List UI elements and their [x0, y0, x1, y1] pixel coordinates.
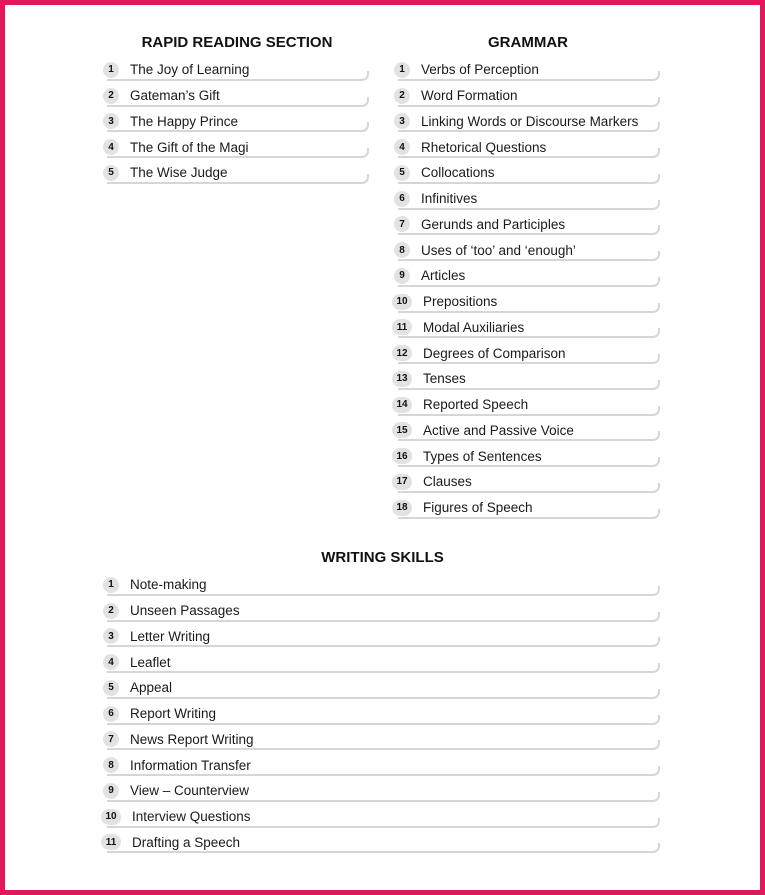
list-item	[105, 83, 369, 109]
item-label: Note-making	[130, 577, 207, 593]
item-number-badge: 5	[103, 680, 119, 696]
item-number-badge: 2	[394, 88, 410, 104]
list-item	[396, 495, 660, 521]
item-label: Drafting a Speech	[132, 834, 241, 850]
item-label: Collocations	[421, 165, 495, 181]
item-label: Appeal	[130, 680, 173, 696]
list-item	[396, 212, 660, 238]
item-label: Letter Writing	[130, 628, 211, 644]
item-label: Linking Words or Discourse Markers	[421, 113, 639, 129]
item-label: The Happy Prince	[130, 113, 239, 129]
list-item	[396, 392, 660, 418]
item-number-badge: 2	[103, 88, 119, 104]
item-label: Verbs of Perception	[421, 62, 539, 78]
item-number-badge: 3	[103, 113, 119, 129]
list-item	[396, 289, 660, 315]
item-label: Prepositions	[423, 294, 498, 310]
item-label: News Report Writing	[130, 731, 254, 747]
list-item	[105, 752, 660, 778]
item-label: Articles	[421, 268, 466, 284]
list-item	[396, 263, 660, 289]
item-number-badge: 15	[392, 422, 412, 438]
item-number-badge: 11	[101, 834, 121, 850]
item-number-badge: 18	[392, 500, 412, 516]
item-number-badge: 13	[392, 371, 412, 387]
list-item	[396, 57, 660, 83]
item-label: Information Transfer	[130, 757, 251, 773]
item-label: Gerunds and Participles	[421, 216, 566, 232]
item-number-badge: 3	[103, 628, 119, 644]
list-item	[105, 649, 660, 675]
item-label: The Wise Judge	[130, 165, 228, 181]
item-label: Clauses	[423, 474, 472, 490]
item-label: Leaflet	[130, 654, 171, 670]
list-item	[105, 675, 660, 701]
grammar-title: GRAMMAR	[488, 34, 568, 51]
list-item	[396, 315, 660, 341]
list-item	[105, 598, 660, 624]
item-number-badge: 9	[394, 268, 410, 284]
list-item	[105, 160, 369, 186]
list-item	[396, 443, 660, 469]
item-number-badge: 6	[103, 706, 119, 722]
item-label: Uses of ‘too’ and ‘enough’	[421, 242, 576, 258]
writing-skills-section	[105, 548, 660, 855]
list-item	[396, 134, 660, 160]
item-label: Infinitives	[421, 191, 478, 207]
item-label: Report Writing	[130, 706, 217, 722]
item-label: Rhetorical Questions	[421, 139, 547, 155]
item-label: Gateman’s Gift	[130, 88, 220, 104]
item-number-badge: 8	[103, 757, 119, 773]
rapid-reading-list	[105, 57, 369, 186]
item-label: Unseen Passages	[130, 603, 240, 619]
item-label: Interview Questions	[132, 809, 251, 825]
item-number-badge: 1	[394, 62, 410, 78]
item-number-badge: 16	[392, 448, 412, 464]
item-number-badge: 9	[103, 783, 119, 799]
list-item	[105, 727, 660, 753]
item-label: Modal Auxiliaries	[423, 319, 525, 335]
item-number-badge: 10	[392, 294, 412, 310]
item-number-badge: 11	[392, 319, 412, 335]
item-number-badge: 1	[103, 62, 119, 78]
item-number-badge: 17	[392, 474, 412, 490]
item-number-badge: 5	[394, 165, 410, 181]
item-label: Reported Speech	[423, 397, 529, 413]
list-item	[105, 830, 660, 856]
list-item	[396, 340, 660, 366]
item-number-badge: 7	[394, 216, 410, 232]
item-number-badge: 4	[103, 654, 119, 670]
list-item	[396, 109, 660, 135]
list-item	[105, 109, 369, 135]
list-item	[105, 57, 369, 83]
list-item	[105, 701, 660, 727]
item-number-badge: 14	[392, 397, 412, 413]
item-label: Figures of Speech	[423, 500, 533, 516]
list-item	[396, 469, 660, 495]
list-item	[105, 624, 660, 650]
list-item	[396, 366, 660, 392]
item-number-badge: 8	[394, 242, 410, 258]
writing-skills-list	[105, 572, 660, 855]
item-number-badge: 5	[103, 165, 119, 181]
list-item	[396, 186, 660, 212]
list-item	[105, 572, 660, 598]
item-number-badge: 2	[103, 603, 119, 619]
list-item	[396, 83, 660, 109]
item-number-badge: 10	[101, 809, 121, 825]
item-number-badge: 1	[103, 577, 119, 593]
list-item	[396, 160, 660, 186]
item-number-badge: 7	[103, 731, 119, 747]
rapid-reading-section	[105, 33, 369, 186]
item-number-badge: 4	[394, 139, 410, 155]
writing-skills-title: WRITING SKILLS	[321, 549, 444, 566]
item-label: The Gift of the Magi	[130, 139, 249, 155]
grammar-list	[396, 57, 660, 521]
item-label: Degrees of Comparison	[423, 345, 566, 361]
item-label: Active and Passive Voice	[423, 422, 574, 438]
list-item	[396, 418, 660, 444]
item-number-badge: 4	[103, 139, 119, 155]
item-label: View – Counterview	[130, 783, 250, 799]
item-label: Tenses	[423, 371, 466, 387]
item-number-badge: 6	[394, 191, 410, 207]
item-label: Word Formation	[421, 88, 518, 104]
rapid-reading-title: RAPID READING SECTION	[141, 34, 333, 51]
item-label: Types of Sentences	[423, 448, 542, 464]
item-number-badge: 12	[392, 345, 412, 361]
grammar-section	[396, 33, 660, 521]
list-item	[105, 134, 369, 160]
list-item	[105, 804, 660, 830]
item-label: The Joy of Learning	[130, 62, 250, 78]
item-number-badge: 3	[394, 113, 410, 129]
list-item	[105, 778, 660, 804]
list-item	[396, 237, 660, 263]
